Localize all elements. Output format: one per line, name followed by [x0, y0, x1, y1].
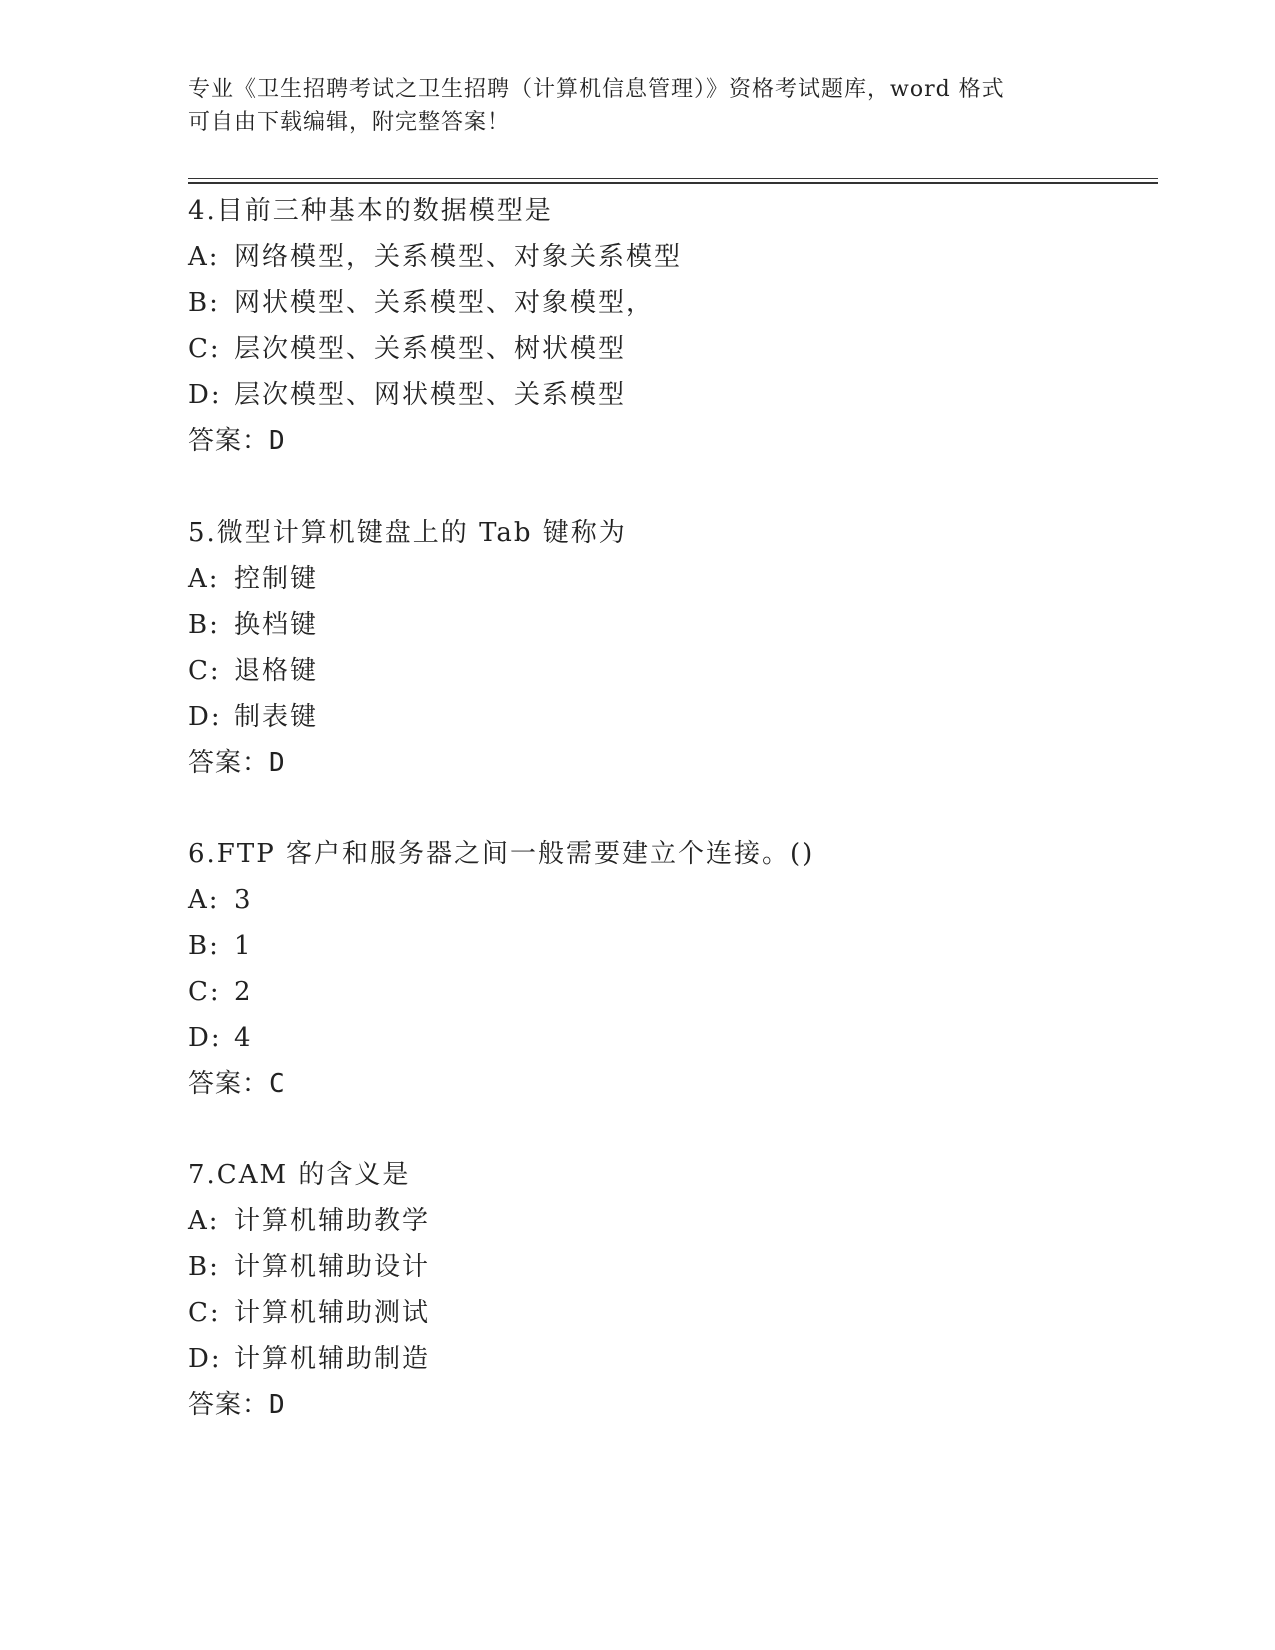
answer-label: 答案： — [188, 748, 270, 778]
option-text: 层次模型、关系模型、树状模型 — [234, 334, 627, 364]
answer-label: 答案： — [188, 1390, 270, 1420]
answer-value: D — [269, 1390, 285, 1420]
option-letter: A: — [188, 242, 220, 272]
option-a — [188, 1198, 1148, 1244]
question-stem: 6.FTP 客户和服务器之间一般需要建立个连接。() — [188, 839, 815, 869]
option-d — [188, 1015, 1148, 1061]
option-c — [188, 326, 1148, 372]
option-text: 计算机辅助制造 — [234, 1344, 431, 1374]
option-text: 换档键 — [234, 610, 319, 640]
option-d — [188, 1336, 1148, 1382]
header-divider-thin — [188, 178, 1158, 179]
option-letter: B: — [188, 931, 220, 961]
option-d — [188, 372, 1148, 418]
question-stem: 5.微型计算机键盘上的 Tab 键称为 — [188, 518, 627, 548]
question-stem: 4.目前三种基本的数据模型是 — [188, 196, 553, 226]
answer-label: 答案： — [188, 426, 270, 456]
question-stem: 7.CAM 的含义是 — [188, 1160, 411, 1190]
option-letter: A: — [188, 885, 220, 915]
header-line-2: 可自由下载编辑，附完整答案！ — [188, 110, 511, 135]
answer-value: D — [269, 426, 285, 456]
answer-line — [188, 1061, 1148, 1107]
option-text: 网络模型，关系模型、对象关系模型 — [234, 242, 683, 272]
answer-line — [188, 1382, 1148, 1428]
option-text: 网状模型、关系模型、对象模型， — [234, 288, 655, 318]
option-a — [188, 877, 1148, 923]
option-text: 2 — [234, 977, 253, 1007]
option-letter: C: — [188, 977, 221, 1007]
option-d — [188, 694, 1148, 740]
option-letter: C: — [188, 334, 221, 364]
header-divider-thick — [188, 182, 1158, 184]
question-7 — [188, 1152, 1148, 1428]
option-letter: B: — [188, 1252, 220, 1282]
option-letter: D: — [188, 380, 222, 410]
option-letter: A: — [188, 1206, 220, 1236]
question-4 — [188, 188, 1148, 464]
option-letter: B: — [188, 610, 220, 640]
answer-label: 答案： — [188, 1069, 270, 1099]
question-6 — [188, 831, 1148, 1107]
option-c — [188, 1290, 1148, 1336]
document-header — [188, 73, 1088, 139]
option-text: 计算机辅助测试 — [234, 1298, 431, 1328]
answer-value: C — [269, 1069, 285, 1099]
answer-line — [188, 740, 1148, 786]
option-text: 制表键 — [234, 702, 319, 732]
option-letter: C: — [188, 1298, 221, 1328]
option-b — [188, 1244, 1148, 1290]
option-text: 计算机辅助设计 — [234, 1252, 431, 1282]
answer-line — [188, 418, 1148, 464]
header-line-1: 专业《卫生招聘考试之卫生招聘（计算机信息管理）》资格考试题库，word 格式 — [188, 77, 1005, 102]
option-text: 层次模型、网状模型、关系模型 — [234, 380, 627, 410]
option-letter: C: — [188, 656, 221, 686]
option-a — [188, 556, 1148, 602]
option-text: 1 — [234, 931, 253, 961]
option-text: 4 — [234, 1023, 253, 1053]
option-c — [188, 969, 1148, 1015]
option-text: 控制键 — [234, 564, 319, 594]
option-a — [188, 234, 1148, 280]
answer-value: D — [269, 748, 285, 778]
option-letter: B: — [188, 288, 220, 318]
option-text: 退格键 — [234, 656, 319, 686]
option-text: 计算机辅助教学 — [234, 1206, 431, 1236]
option-c — [188, 648, 1148, 694]
option-b — [188, 923, 1148, 969]
option-b — [188, 280, 1148, 326]
option-letter: D: — [188, 1023, 222, 1053]
option-letter: D: — [188, 702, 222, 732]
option-b — [188, 602, 1148, 648]
question-5 — [188, 510, 1148, 786]
option-letter: A: — [188, 564, 220, 594]
option-text: 3 — [234, 885, 253, 915]
option-letter: D: — [188, 1344, 222, 1374]
